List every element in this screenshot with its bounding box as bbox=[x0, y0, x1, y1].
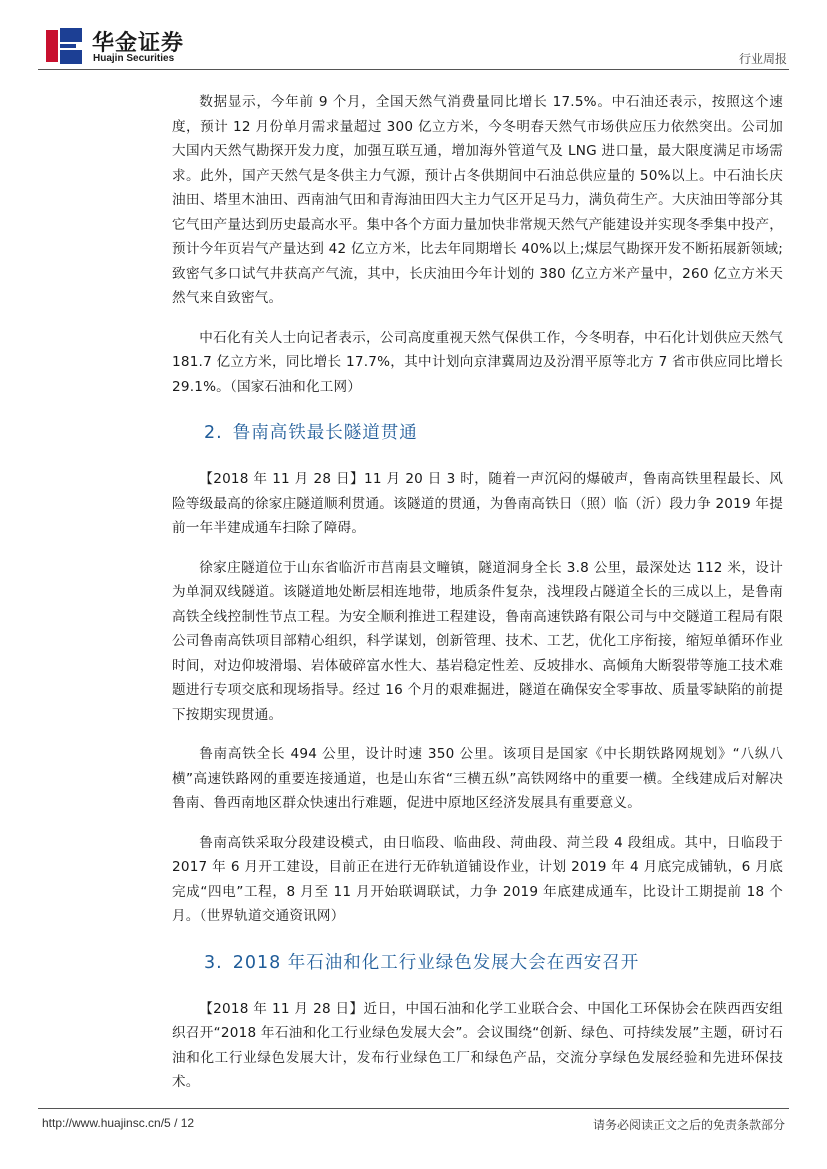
section-number: 2. bbox=[204, 423, 223, 443]
paragraph: 徐家庄隧道位于山东省临沂市莒南县文疃镇，隧道洞身全长 3.8 公里，最深处达 112 米，设计为单洞双线隧道。该隧道地处断层相连地带，地质条件复杂，浅埋段占隧道全长的三成以上，是鲁南高铁全线控制性节点工程。为安全顺利推进工程建设，鲁南高速铁路有限公司与中交隧道工程局有限公司鲁南高铁项目部精心组织，科学谋划，创新管理、技术、工艺，优化工序衔接，缩短单循环作业时间，对边仰坡滑塌、岩体破碎富水性大、基岩稳定性差、反坡排水、高倾角大断裂带等施工技术难题进行专项交底和现场指导。经过 16 个月的艰难掘进，隧道在确保安全零事故、质量零缺陷的前提下按期实现贯通。 bbox=[172, 559, 783, 723]
page-header bbox=[38, 20, 789, 72]
paragraph: 数据显示，今年前 9 个月，全国天然气消费量同比增长 17.5%。中石油还表示，按照这个速度，预计 12 月份单月需求量超过 300 亿立方米，今冬明春天然气市场供应压力依然突出。公司加大国内天然气勘探开发力度，加强互联互通，增加海外管道气及 LNG 进口量，最大限度满足市场需求。此外，国产天然气是冬供主力气源，预计占冬供期间中石油总供应量的 50%以上。中石油长庆油田、塔里木油田、西南油气田和青海油田四大主力气区开足马力，满负荷生产。大庆油田等部分其它气田产量达到历史最高水平。集中各个方面力量加快非常规天然气产能建设并实现冬季集中投产，预计今年页岩气产量达到 42 亿立方米，比去年同期增长 40%以上;煤层气勘探开发不断拓展新领域;致密气多口试气井获高产气流，其中，长庆油田今年计划的 380 亿立方米产量中，260 亿立方米天然气来自致密气。 bbox=[172, 94, 783, 306]
section-title-text: 鲁南高铁最长隧道贯通 bbox=[232, 423, 418, 443]
paragraph: 中石化有关人士向记者表示，公司高度重视天然气保供工作，今冬明春，中石化计划供应天然气 181.7 亿立方米，同比增长 17.7%，其中计划向京津冀周边及汾渭平原等北方 7 省市供应同比增长 29.1%。（国家石油和化工网） bbox=[172, 329, 783, 395]
footer-url-page: http://www.huajinsc.cn/5 / 12 bbox=[42, 1116, 195, 1130]
section-title-text: 2018 年石油和化工行业绿色发展大会在西安召开 bbox=[232, 952, 640, 973]
section-heading-2 bbox=[204, 419, 783, 444]
header-divider bbox=[38, 69, 789, 70]
article-body bbox=[172, 90, 783, 1110]
huajin-logo-icon bbox=[46, 28, 82, 64]
paragraph: 鲁南高铁采取分段建设模式，由日临段、临曲段、菏曲段、菏兰段 4 段组成。其中，日临段于 2017 年 6 月开工建设，目前正在进行无砟轨道铺设作业，计划 2019 年 4 月底完成铺轨，6 月底完成“四电”工程，8 月至 11 月开始联调联试，力争 2019 年底建成通车，比设计工期提前 18 个月。（世界轨道交通资讯网） bbox=[172, 834, 783, 924]
section-number: 3. bbox=[204, 952, 223, 973]
page-footer bbox=[38, 1108, 789, 1139]
logo-text-en: Huajin Securities bbox=[93, 53, 175, 64]
logo-text-cn: 华金证券 bbox=[92, 31, 185, 56]
section-heading-3 bbox=[204, 949, 783, 974]
paragraph: 【2018 年 11 月 28 日】11 月 20 日 3 时，随着一声沉闷的爆破声，鲁南高铁里程最长、风险等级最高的徐家庄隧道顺利贯通。该隧道的贯通，为鲁南高铁日（照）临（沂）段力争 2019 年提前一年半建成通车扫除了障碍。 bbox=[172, 471, 783, 536]
footer-disclaimer: 请务必阅读正文之后的免责条款部分 bbox=[592, 1118, 785, 1132]
paragraph: 【2018 年 11 月 28 日】近日，中国石油和化学工业联合会、中国化工环保协会在陕西西安组织召开“2018 年石油和化工行业绿色发展大会”。会议围绕“创新、绿色、可持续发展”主题，研讨石油和化工行业绿色发展大计，发布行业绿色工厂和绿色产品，交流分享绿色发展经验和先进环保技术。 bbox=[172, 1000, 783, 1090]
report-type-label: 行业周报 bbox=[738, 52, 787, 66]
paragraph: 鲁南高铁全长 494 公里，设计时速 350 公里。该项目是国家《中长期铁路网规划》“八纵八横”高速铁路网的重要连接通道，也是山东省“三横五纵”高铁网络中的重要一横。全线建成后对解决鲁南、鲁西南地区群众快速出行难题，促进中原地区经济发展具有重要意义。 bbox=[172, 746, 783, 811]
